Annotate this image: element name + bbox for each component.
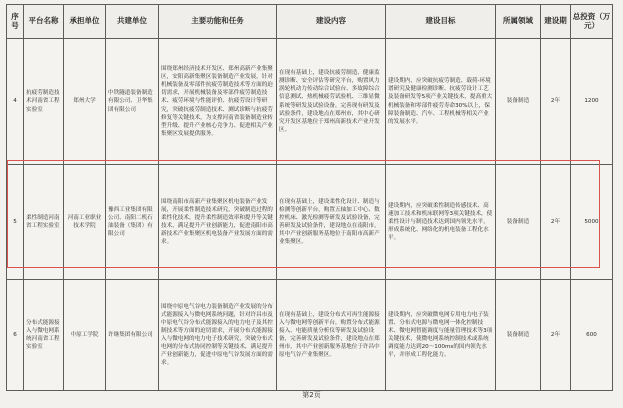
cell-period: 2年 xyxy=(541,165,571,280)
cell-index: 5 xyxy=(7,165,24,280)
platform-table xyxy=(6,4,613,391)
cell-goal: 建设期内，应突破抗疲劳制造、载荷-环境谱研究及健康检测诊断、抗疲劳设计工艺及装备研发等5项产业关键技术，提高重大机械装备和零部件疲劳寿命30%以上，保障装备制造、汽车、工程机械等相关产业的发展水平。 xyxy=(386,39,496,165)
cell-goal: 建设期内，应突破柔性制造传感技术、高速加工技术和机床联网等3项关键技术，使柔性设计与制造技术达到国内领先水平，形成系统化、网络化的机电装备工程化水平。 xyxy=(386,165,496,280)
table-header-row xyxy=(7,5,613,39)
header-platform: 平台名称 xyxy=(24,5,64,39)
cell-platform: 柔性制造河南省工程实验室 xyxy=(24,165,64,280)
cell-functions: 围绕郑州经济技术开发区、郑州高新产业集聚区，安阳高新集聚区装备制造产业发展，针对机械装备及零部件抗疲劳制造技术等方面的迫切需求，开展机械装备及零部件疲劳制造技术、疲劳环境与性能评价、抗疲劳设计等研究，突破抗疲劳制造技术、测试诊断与抗疲劳修复等关键技术，为支撑河南省装备制造业转型升级、提升产业核心竞争力、促进相关产业集聚区发展提供服务。 xyxy=(159,39,277,165)
table-row xyxy=(7,280,613,391)
header-functions: 主要功能和任务 xyxy=(159,5,277,39)
cell-period: 2年 xyxy=(541,280,571,391)
cell-functions: 围绕南阳市高新产业集聚区机电装备产业发展，开展柔性制造技术研究，突破制造过程的柔性化技术，提升柔性制造效率和提升等关键技术，满足提升产业创新能力，促进南阳市高新技术产业集聚区机电装备产业发展方面的需求。 xyxy=(159,165,277,280)
cell-platform: 抗疲劳制造技术河南省工程实验室 xyxy=(24,39,64,165)
header-owner: 承担单位 xyxy=(64,5,106,39)
cell-partners: 许继集团有限公司 xyxy=(106,280,159,391)
cell-content: 在现有基础上，建设分布式可再生能源接入与微电网等创新平台，购置分布式能源接入、电能质量分析仪等研发及试验设备，完善研发及试验条件，建设地点在郑州市，其中产业创新服务基地位于许昌中原电气谷产业集聚区。 xyxy=(277,280,386,391)
cell-investment: 600 xyxy=(571,280,613,391)
header-content: 建设内容 xyxy=(277,5,386,39)
cell-period: 2年 xyxy=(541,39,571,165)
cell-partners: 豫西工业集团有限公司、南阳二机石油装备（集团）有限公司 xyxy=(106,165,159,280)
cell-content: 在现有基础上，建设抗疲劳制造、健康监测诊断、安全评估等研究平台，购置风力涡轮机动力传动综合试验台、多故障综合信息测试、热机械疲劳试验机、三维显微系统等研发及试验设备，完善现有研发及试验条件，建设地点在郑州市，其中心研究开发区基地位于郑州高新技术产业开发区。 xyxy=(277,39,386,165)
header-index: 序号 xyxy=(7,5,24,39)
header-field: 所属领域 xyxy=(496,5,541,39)
cell-partners: 中铁隧道装备制造有限公司、卫华集团有限公司 xyxy=(106,39,159,165)
table-row xyxy=(7,165,613,280)
cell-content: 在现有基础上，建设柔性化设计、制造与检测等创新平台，购置五轴加工中心、数控机床、激光检测等研发及试验设备，完善研发及试验条件，建设地点在南阳市，其中产业创新服务基地位于南阳市高新产业集聚区。 xyxy=(277,165,386,280)
cell-investment: 5000 xyxy=(571,165,613,280)
cell-goal: 建设期内，应突破微电网专用电力电子装置、分布式电源与微电网一体化控制技术、微电网智能调度与能量管理技术等3项关键技术，使微电网系统控制技术或系统调度能力达到20～100ms的国内领先水平，并形成工程化能力。 xyxy=(386,280,496,391)
cell-owner: 郑州大学 xyxy=(64,39,106,165)
header-partners: 共建单位 xyxy=(106,5,159,39)
cell-field: 装备制造 xyxy=(496,280,541,391)
header-period: 建设期 xyxy=(541,5,571,39)
cell-index: 6 xyxy=(7,280,24,391)
cell-owner: 中原工学院 xyxy=(64,280,106,391)
header-goal: 建设目标 xyxy=(386,5,496,39)
cell-platform: 分布式能源接入与微电网系统河南省工程实验室 xyxy=(24,280,64,391)
header-investment: 总投资（万元） xyxy=(571,5,613,39)
cell-index: 4 xyxy=(7,39,24,165)
table-row xyxy=(7,39,613,165)
cell-field: 装备制造 xyxy=(496,39,541,165)
page-number: 第2页 xyxy=(302,391,321,399)
cell-owner: 河南工业职业技术学院 xyxy=(64,165,106,280)
cell-functions: 围绕中原电气谷电力装备制造产业发展的分布式能源接入与微电网系统问题，针对许昌市及中原电气谷分布式能源接入的电力电子及其控制技术等方面的迫切需求，开展分布式能源接入与微电网的电力电子技术研究，突破分布式电网的分布式协同控制等关键技术，满足提升产业创新能力，促进中原电气谷发展方面的需求。 xyxy=(159,280,277,391)
cell-investment: 1200 xyxy=(571,39,613,165)
cell-field: 装备制造 xyxy=(496,165,541,280)
